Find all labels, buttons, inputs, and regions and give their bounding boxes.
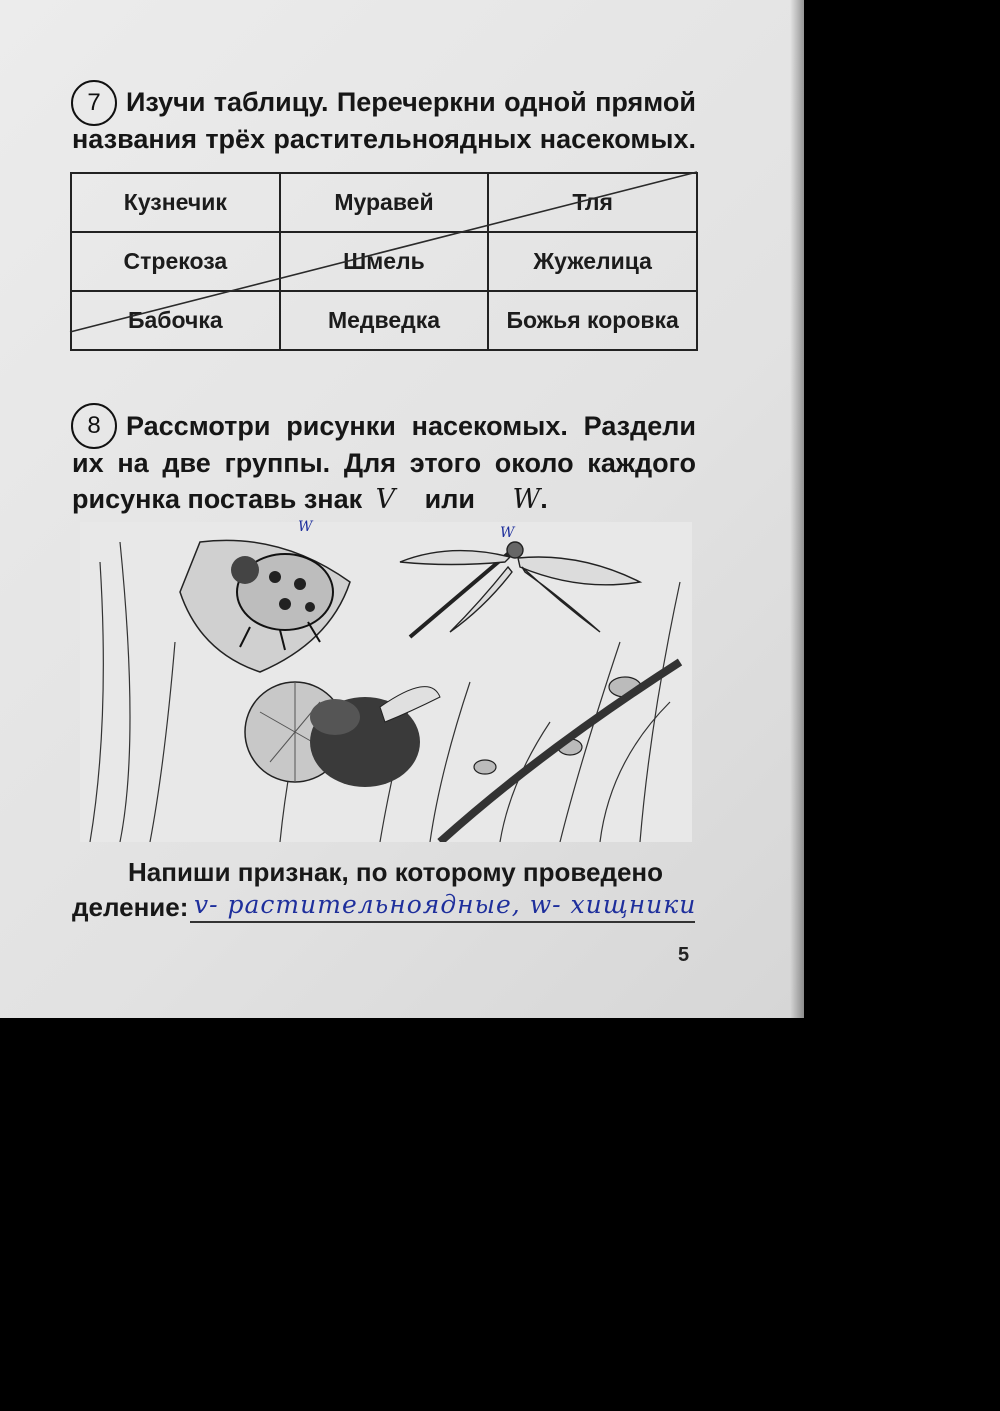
double-check-mark: W <box>512 484 541 515</box>
table-cell[interactable]: Тля <box>488 173 697 232</box>
drawn-mark-ladybug: W <box>298 519 313 535</box>
drawn-mark-dragonfly: W <box>500 525 515 541</box>
table-cell[interactable]: Божья коровка <box>488 291 697 350</box>
task-7-number: 7 <box>71 80 117 126</box>
table-cell[interactable]: Шмель <box>280 232 489 291</box>
task-8-number: 8 <box>71 403 117 449</box>
answer-underline <box>190 921 695 923</box>
answer-prompt-line-2: деление: <box>72 892 189 922</box>
task-7-line-1: Изучи таблицу. Перечеркни одной прямой <box>126 87 696 117</box>
task-8-instruction-2 <box>72 445 696 482</box>
task-8-line-3 <box>72 481 548 518</box>
insects-illustration <box>80 522 692 842</box>
handwritten-answer[interactable]: v- растительноядные, w- хищники <box>194 890 697 919</box>
period: . <box>540 484 548 514</box>
single-check-mark: V <box>375 484 396 515</box>
table-cell[interactable]: Стрекоза <box>71 232 280 291</box>
table-cell[interactable]: Жужелица <box>488 232 697 291</box>
task-8-line-2: их на две группы. Для этого около каждого <box>72 448 696 478</box>
table-cell[interactable]: Муравей <box>280 173 489 232</box>
or-word: или <box>424 484 476 514</box>
table-cell[interactable]: Медведка <box>280 291 489 350</box>
page-number: 5 <box>678 944 690 966</box>
task-7-line-2: названия трёх растительноядных насекомых. <box>72 124 696 154</box>
table-cell[interactable]: Бабочка <box>71 291 280 350</box>
answer-prompt-line-1: Напиши признак, по которому проведено <box>128 857 664 887</box>
task-8-instruction <box>126 408 696 445</box>
task-8-line-3-text: рисунка поставь знак <box>72 484 363 514</box>
table-cell[interactable]: Кузнечик <box>71 173 280 232</box>
task-8-line-1: Рассмотри рисунки насекомых. Раздели <box>126 411 696 441</box>
